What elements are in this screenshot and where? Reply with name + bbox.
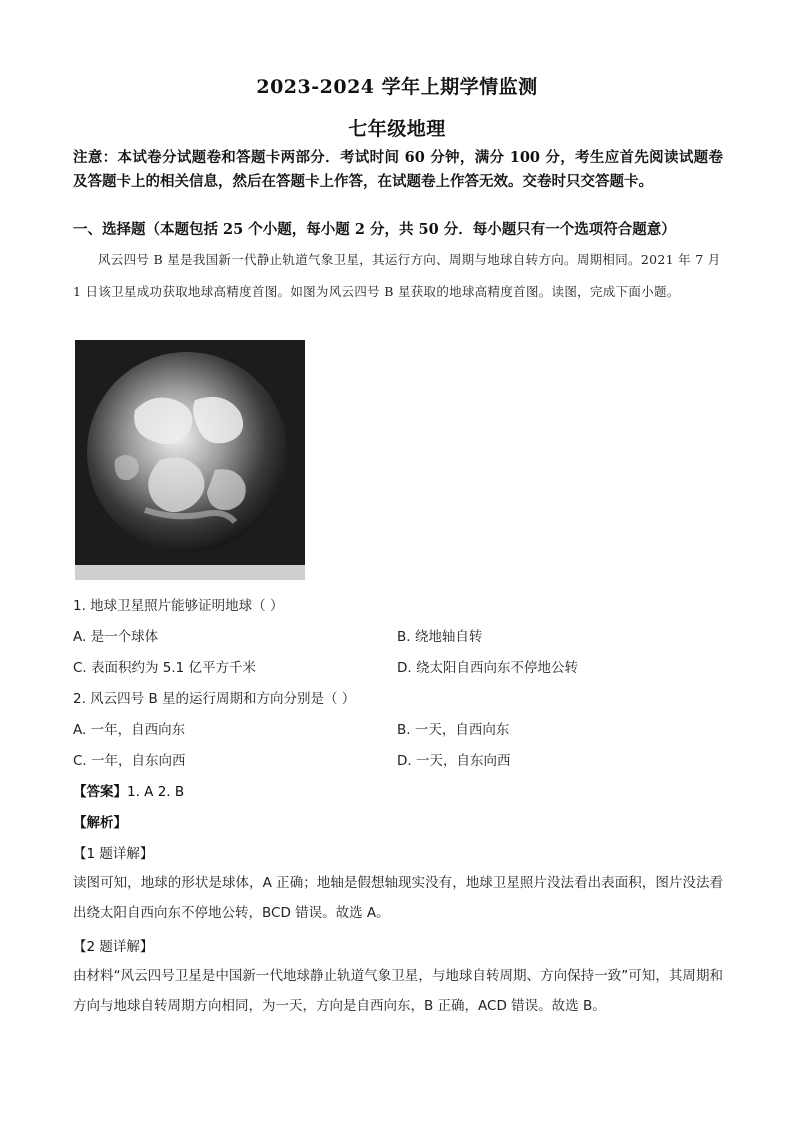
question-2-option-b: B. 一天，自西向东 (397, 722, 510, 738)
question-2-option-c: C. 一年，自东向西 (73, 753, 186, 769)
answer-line (73, 780, 184, 800)
section-heading: 一、选择题（本题包括 25 个小题，每小题 2 分，共 50 分．每小题只有一个选项符合题意） (73, 221, 676, 238)
detail-1-label: 【1 题详解】 (73, 846, 154, 862)
notice-paragraph (73, 146, 723, 194)
detail-1-text: 读图可知，地球的形状是球体，A 正确；地轴是假想轴现实没有，地球卫星照片没法看出表面积，图片没法看出绕太阳自西向东不停地公转，BCD 错误。故选 A。 (73, 875, 723, 921)
question-2-option-d: D. 一天，自东向西 (397, 753, 511, 769)
question-2-stem: 2. 风云四号 B 星的运行周期和方向分别是（ ） (73, 691, 356, 707)
page-title: 2023-2024 学年上期学情监测 (256, 76, 538, 98)
material-paragraph: 风云四号 B 星是我国新一代静止轨道气象卫星，其运行方向、周期与地球自转方向。周期相同。2021 年 7 月 1 日该卫星成功获取地球高精度首图。如图为风云四号 B 星获取的地球高精度首图。读图，完成下面小题。 (73, 252, 721, 299)
question-1-option-c: C. 表面积约为 5.1 亿平方千米 (73, 660, 257, 676)
answer-text: 1. A 2. B (127, 784, 185, 800)
question-1-option-a: A. 是一个球体 (73, 629, 159, 645)
earth-satellite-image (75, 340, 305, 580)
detail-2-label: 【2 题详解】 (73, 939, 154, 955)
detail-2-text: 由材料“风云四号卫星是中国新一代地球静止轨道气象卫星，与地球自转周期、方向保持一致”可知，其周期和方向与地球自转周期方向相同，为一天，方向是自西向东，B 正确，ACD 错误。故选 B。 (73, 968, 723, 1014)
answer-label: 【答案】 (73, 784, 127, 800)
question-2-option-a: A. 一年，自西向东 (73, 722, 186, 738)
earth-globe-icon (75, 340, 305, 580)
page-subtitle: 七年级地理 (348, 118, 446, 140)
analysis-label: 【解析】 (73, 815, 127, 831)
question-1-option-b: B. 绕地轴自转 (397, 629, 483, 645)
notice-text: 本试卷分试题卷和答题卡两部分．考试时间 60 分钟，满分 100 分，考生应首先阅读试题卷及答题卡上的相关信息，然后在答题卡上作答，在试题卷上作答无效。交卷时只交答题卡。 (73, 149, 724, 190)
notice-label: 注意： (73, 149, 118, 166)
question-1-option-d: D. 绕太阳自西向东不停地公转 (397, 660, 578, 676)
question-1-stem: 1. 地球卫星照片能够证明地球（ ） (73, 598, 284, 614)
